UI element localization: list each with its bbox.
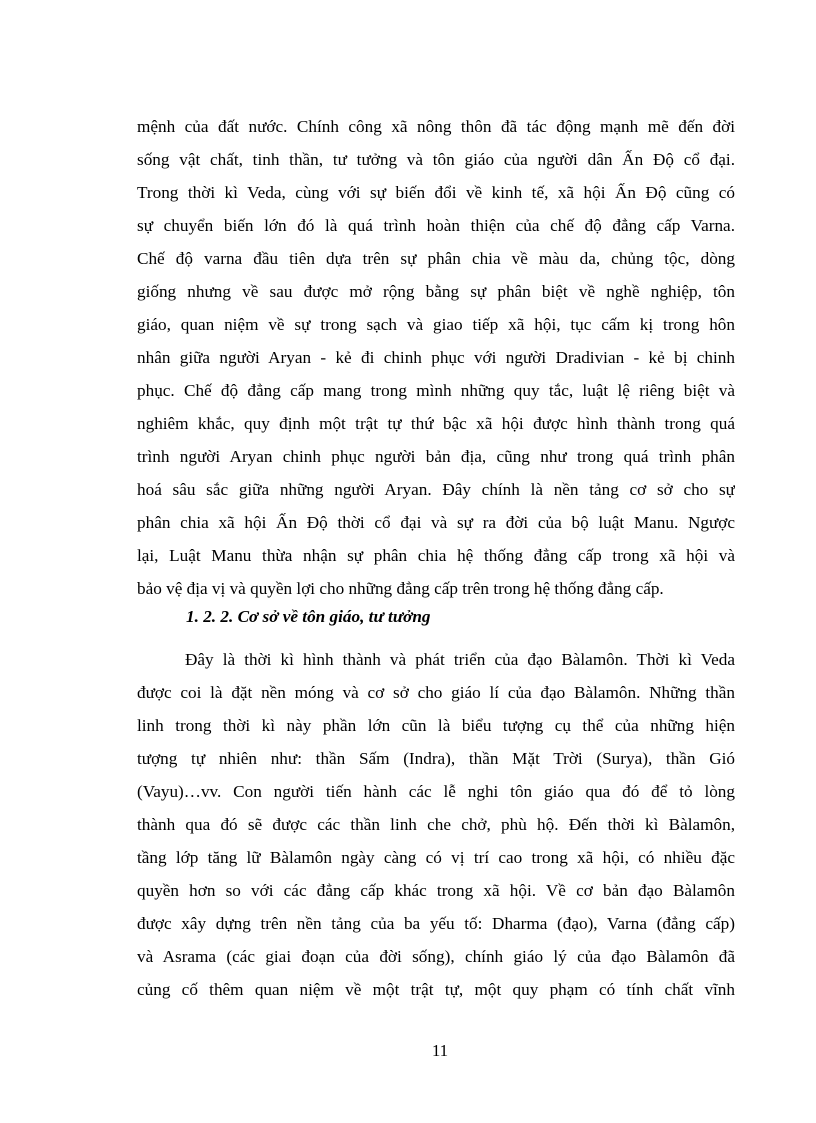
paragraph-line: thành qua đó sẽ được các thần linh che chở, phù hộ. Đến thời kì Bàlamôn, — [137, 815, 735, 834]
paragraph-line: phục. Chế độ đẳng cấp mang trong mình những quy tắc, luật lệ riêng biệt và — [137, 381, 735, 400]
paragraph-line: sự chuyển biến lớn đó là quá trình hoàn thiện của chế độ đẳng cấp Varna. — [137, 216, 735, 235]
paragraph-line: giáo, quan niệm về sự trong sạch và giao tiếp xã hội, tục cấm kị trong hôn — [137, 315, 735, 334]
paragraph-line: (Vayu)…vv. Con người tiến hành các lễ nghi tôn giáo qua đó để tỏ lòng — [137, 782, 735, 801]
paragraph-line: và Asrama (các giai đoạn của đời sống), chính giáo lý của đạo Bàlamôn đã — [137, 947, 735, 966]
paragraph-line: nghiêm khắc, quy định một trật tự thứ bậc xã hội được hình thành trong quá — [137, 414, 735, 433]
paragraph-varna — [137, 110, 735, 605]
paragraph-line: linh trong thời kì này phần lớn cũn là biểu tượng cụ thể của những hiện — [137, 716, 735, 735]
paragraph-line: Trong thời kì Veda, cùng với sự biến đổi về kinh tế, xã hội Ấn Độ cũng có — [137, 183, 735, 202]
paragraph-line: mệnh của đất nước. Chính công xã nông thôn đã tác động mạnh mẽ đến đời — [137, 117, 735, 136]
paragraph-line: tầng lớp tăng lữ Bàlamôn ngày càng có vị trí cao trong xã hội, có nhiều đặc — [137, 848, 735, 867]
paragraph-line: hoá sâu sắc giữa những người Aryan. Đây chính là nền tảng cơ sở cho sự — [137, 480, 735, 499]
paragraph-line: được xây dựng trên nền tảng của ba yếu tố: Dharma (đạo), Varna (đẳng cấp) — [137, 914, 735, 933]
paragraph-line: giống nhưng về sau được mở rộng bằng sự phân biệt về nghề nghiệp, tôn — [137, 282, 735, 301]
paragraph-line: bảo vệ địa vị và quyền lợi cho những đẳng cấp trên trong hệ thống đẳng cấp. — [137, 579, 664, 598]
paragraph-line: nhân giữa người Aryan - kẻ đi chinh phục với người Dradivian - kẻ bị chinh — [137, 348, 735, 367]
paragraph-religion — [137, 643, 735, 1006]
section-heading: 1. 2. 2. Cơ sở về tôn giáo, tư tưởng — [186, 607, 431, 626]
paragraph-line: trình người Aryan chinh phục người bản địa, cũng như trong quá trình phân — [137, 447, 735, 466]
paragraph-line: lại, Luật Manu thừa nhận sự phân chia hệ thống đẳng cấp trong xã hội và — [137, 546, 735, 565]
paragraph-line: Chế độ varna đầu tiên dựa trên sự phân chia về màu da, chủng tộc, dòng — [137, 249, 735, 268]
paragraph-line: phân chia xã hội Ấn Độ thời cổ đại và sự ra đời của bộ luật Manu. Ngược — [137, 513, 735, 532]
page-number: 11 — [431, 1041, 449, 1060]
paragraph-line: được coi là đặt nền móng và cơ sở cho giáo lí của đạo Bàlamôn. Những thần — [137, 683, 735, 702]
paragraph-line: tượng tự nhiên như: thần Sấm (Indra), thần Mặt Trời (Surya), thần Gió — [137, 749, 735, 768]
paragraph-line: sống vật chất, tinh thần, tư tưởng và tôn giáo của người dân Ấn Độ cổ đại. — [137, 150, 735, 169]
paragraph-line: Đây là thời kì hình thành và phát triển của đạo Bàlamôn. Thời kì Veda — [185, 650, 735, 669]
paragraph-line: quyền hơn so với các đẳng cấp khác trong xã hội. Về cơ bản đạo Bàlamôn — [137, 881, 735, 900]
paragraph-line: củng cố thêm quan niệm về một trật tự, một quy phạm có tính chất vĩnh — [137, 980, 735, 999]
